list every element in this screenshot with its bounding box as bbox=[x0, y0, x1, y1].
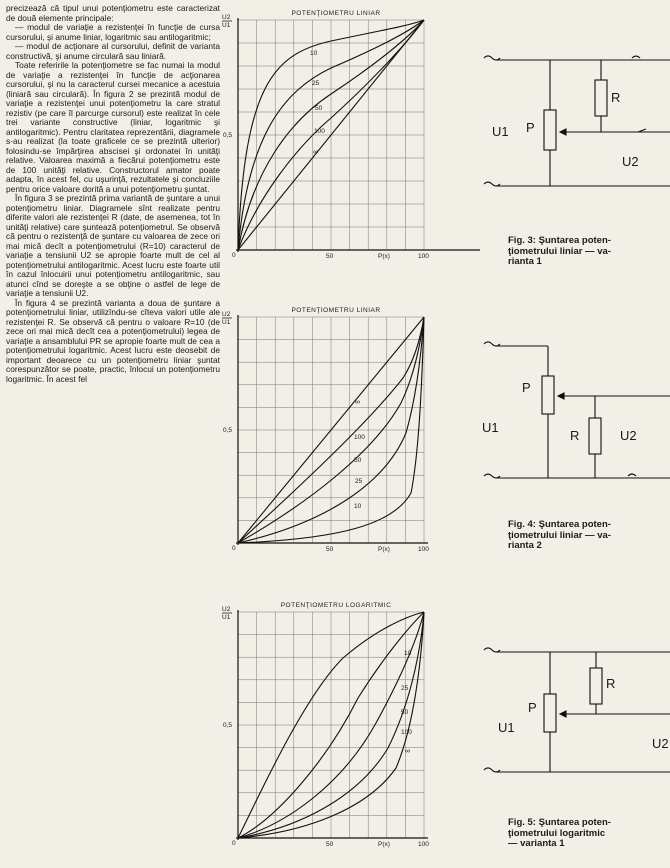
curve-label: 10 bbox=[404, 650, 412, 657]
terminal-top-right bbox=[632, 56, 640, 58]
graph-logarithmic-variant1 bbox=[218, 598, 480, 860]
curve-label: ∞ bbox=[313, 149, 318, 156]
terminal-bottom-left bbox=[484, 182, 500, 186]
caption-line: ţiometrului liniar — va- bbox=[508, 529, 611, 541]
x-tick-label: 50 bbox=[326, 253, 334, 260]
pot-label: P bbox=[528, 700, 537, 715]
x-tick-label: 100 bbox=[418, 253, 429, 260]
output-voltage-label: U2 bbox=[622, 154, 639, 169]
origin-label: 0 bbox=[232, 252, 236, 259]
circuit-fig3 bbox=[478, 50, 670, 198]
x-tick-label: 50 bbox=[326, 546, 334, 553]
wiper-arrow bbox=[560, 711, 566, 717]
article-paragraph: În figura 3 se prezintă prima variantă de şuntare a unui potenţiometru liniar. Diagramele sînt realizate pentru diferite valori ale rezistenţei R (date, de asemenea, tot în unităţi relative) care şuntează potenţiometrul. Se observă că pentru o rezistenţă de şuntare cu valoarea de zece ori mai mică decît a potenţiometrului (R=10) caracterul de variaţie a tensiunii U2 se apropie foarte mult de cel al potenţiometrului antilogaritmic. Acest lucru este foarte util în cazul înlocuirii unui potenţiometru antilogaritmic, sau atunci cînd se doreşte a se obţine o astfel de lege de variaţie a tensiunii U2. bbox=[6, 193, 220, 298]
terminal-top-left bbox=[484, 56, 500, 60]
caption-label: Fig. 5: bbox=[508, 817, 536, 828]
x-tick-label: 100 bbox=[418, 546, 429, 553]
terminal-bottom-left bbox=[484, 768, 500, 772]
caption-line: Şuntarea poten- bbox=[538, 519, 611, 530]
x-axis-label: P(x) bbox=[378, 546, 390, 553]
resistor-label: R bbox=[606, 676, 616, 691]
caption-fig4 bbox=[508, 520, 611, 552]
potentiometer-body bbox=[544, 110, 556, 150]
terminal-bottom-right bbox=[628, 474, 636, 476]
y-tick-label: 0,5 bbox=[223, 132, 233, 139]
graph-linear-variant2 bbox=[218, 303, 480, 561]
potentiometer-body bbox=[542, 376, 554, 414]
y-axis-label-bottom: U1 bbox=[222, 319, 231, 326]
circuit-fig5 bbox=[478, 642, 670, 782]
output-voltage-label: U2 bbox=[620, 428, 637, 443]
caption-line: ţiometrului logaritmic bbox=[508, 827, 606, 839]
curve-label: 100 bbox=[401, 729, 412, 736]
curve-label: 25 bbox=[355, 478, 363, 485]
y-axis-label-top: U2 bbox=[222, 311, 231, 318]
circuit-fig4 bbox=[478, 336, 670, 486]
y-axis-label-top: U2 bbox=[222, 14, 231, 21]
curve-label: ∞ bbox=[355, 399, 360, 406]
article-paragraph: — modul de variaţie a rezistenţei în funcţie de cursa cursorului, şi anume liniar, logaritmic sau antilogaritmic; bbox=[6, 22, 220, 42]
terminal-bottom-left bbox=[484, 474, 500, 478]
pot-label: P bbox=[526, 120, 535, 135]
input-voltage-label: U1 bbox=[482, 420, 499, 435]
pot-label: P bbox=[522, 380, 531, 395]
caption-line: Şuntarea poten- bbox=[538, 235, 611, 246]
curve-label: 10 bbox=[310, 50, 318, 57]
graph-title: POTENŢIOMETRU LINIAR bbox=[291, 10, 381, 17]
origin-label: 0 bbox=[232, 840, 236, 847]
y-axis-label-top: U2 bbox=[222, 606, 231, 613]
article-text-column bbox=[6, 4, 220, 384]
terminal-top-left bbox=[484, 648, 500, 652]
potentiometer-body bbox=[544, 694, 556, 732]
article-paragraph: — modul de acţionare al cursorului, definit de varianta constructivă, şi anume circulară sau liniară. bbox=[6, 41, 220, 61]
article-paragraph: Toate referirile la potenţiometre se fac numai la modul de variaţie a rezistenţei în funcţie de acţionarea cursorului, şi nu la caracterul cursei mecanice a acestuia (liniară sau circulară). În figura 2 se prezintă modul de variaţie a rezistenţei unui potenţiometru la care stratul rezistiv (pe care îl parcurge cursorul) este realizat în cele trei variante constructive (liniar, logaritmic şi antilogaritmic). Pentru claritatea reprezentării, diagramele s-au realizat (la toate graficele ce se prezintă ulterior) folosindu-se împărţirea abscisei şi ordonatei în unităţi relative. Valoarea maximă a fiecărui potenţiometru este de 100 unităţi relative. Constructorul amator poate adapta, în acest fel, cu uşurinţă, rezultatele şi concluziile pentru orice valoare dorită a unui potenţiometru şuntat. bbox=[6, 60, 220, 194]
x-axis-label: P(x) bbox=[378, 841, 390, 848]
caption-line: rianta 1 bbox=[508, 256, 542, 267]
graph-title: POTENŢIOMETRU LOGARITMIC bbox=[280, 602, 392, 609]
graph-linear-variant1 bbox=[218, 6, 480, 272]
x-tick-label: 50 bbox=[326, 841, 334, 848]
y-tick-label: 0,5 bbox=[223, 427, 233, 434]
caption-line: — varianta 1 bbox=[508, 838, 565, 849]
y-axis-label-bottom: U1 bbox=[222, 614, 231, 621]
resistor-body bbox=[595, 80, 607, 116]
y-tick-label: 0,5 bbox=[223, 722, 233, 729]
caption-label: Fig. 4: bbox=[508, 519, 536, 530]
caption-fig5 bbox=[508, 818, 611, 850]
curve-label: 100 bbox=[314, 128, 325, 135]
origin-label: 0 bbox=[232, 545, 236, 552]
input-voltage-label: U1 bbox=[492, 124, 509, 139]
curve-label: 50 bbox=[401, 709, 409, 716]
resistor-label: R bbox=[611, 90, 621, 105]
curve-label: 25 bbox=[312, 80, 320, 87]
caption-line: ţiometrului liniar — va- bbox=[508, 245, 611, 257]
caption-fig3 bbox=[508, 236, 611, 268]
terminal-top-left bbox=[484, 342, 500, 346]
caption-line: rianta 2 bbox=[508, 540, 542, 551]
curve-label: 10 bbox=[354, 503, 362, 510]
wiper-arrow bbox=[558, 393, 564, 399]
x-tick-label: 100 bbox=[418, 841, 429, 848]
input-voltage-label: U1 bbox=[498, 720, 515, 735]
resistor-body bbox=[589, 418, 601, 454]
wiper-arrow bbox=[560, 129, 566, 135]
curve-label: ∞ bbox=[405, 748, 410, 755]
graph-title: POTENŢIOMETRU LINIAR bbox=[291, 307, 381, 314]
y-axis-label-bottom: U1 bbox=[222, 22, 231, 29]
x-axis-label: P(x) bbox=[378, 253, 390, 260]
caption-label: Fig. 3: bbox=[508, 235, 536, 246]
resistor-body bbox=[590, 668, 602, 704]
curve-label: 100 bbox=[354, 434, 365, 441]
resistor-label: R bbox=[570, 428, 580, 443]
curve-label: 50 bbox=[354, 457, 362, 464]
article-paragraph: În figura 4 se prezintă varianta a doua de şuntare a potenţiometrului liniar, utilizîndu-se cîteva valori utile ale rezistenţei R. Se observă că pentru o valoare R=10 (de zece ori mai mică decît cea a potenţiometrului) legea de variaţie a ansamblului PR se apropie foarte mult de cea a potenţiometrului logaritmic. Acest lucru este deosebit de important deoarece cu un potenţiometru liniar şuntat corespunzător se poate, practic, înlocui un potenţiometru logaritmic. În acest fel bbox=[6, 297, 220, 384]
curve-label: 25 bbox=[401, 685, 409, 692]
caption-line: Şuntarea poten- bbox=[538, 817, 611, 828]
curve-label: 50 bbox=[315, 105, 323, 112]
article-paragraph: precizează că tipul unui potenţiometru este caracterizat de două elemente principale: bbox=[6, 3, 220, 23]
output-voltage-label: U2 bbox=[652, 736, 669, 751]
